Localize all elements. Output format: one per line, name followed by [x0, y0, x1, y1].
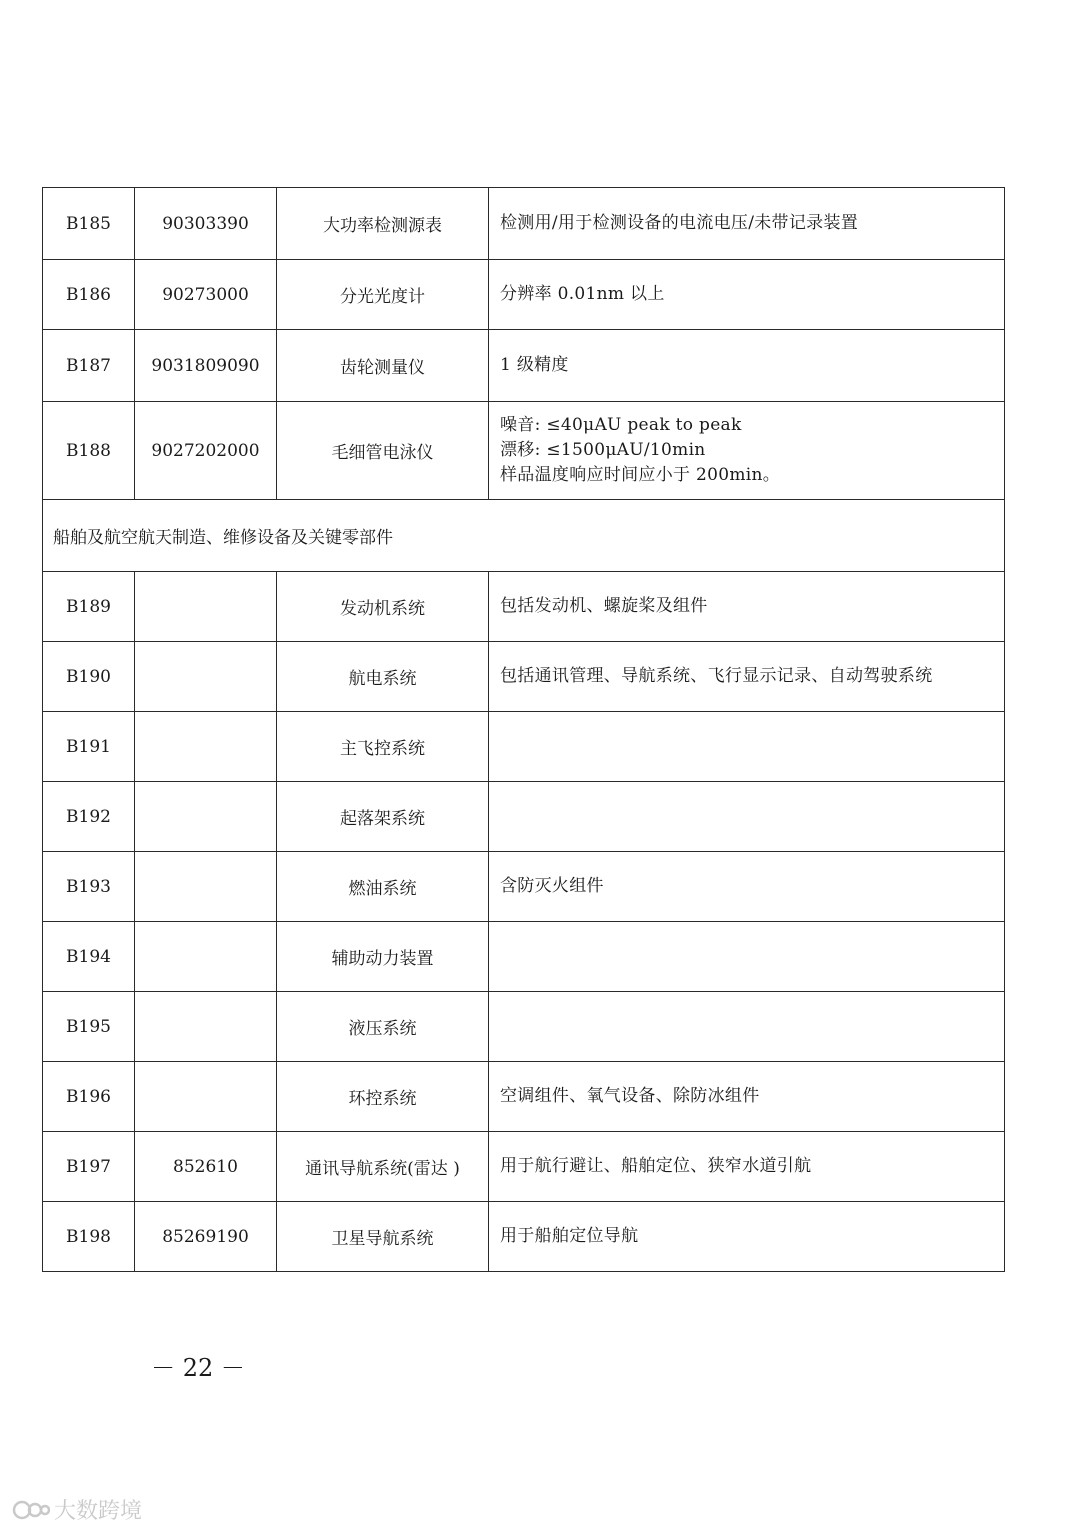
item-id: B193	[43, 852, 135, 922]
table-row	[43, 188, 1005, 260]
item-id: B188	[43, 402, 135, 500]
item-name: 主飞控系统	[277, 712, 489, 782]
table-row	[43, 572, 1005, 642]
watermark	[12, 1494, 142, 1525]
watermark-text: 大数跨境	[54, 1499, 143, 1524]
item-code	[135, 782, 277, 852]
item-id: B190	[43, 642, 135, 712]
item-code: 85269190	[135, 1202, 277, 1272]
item-code	[135, 852, 277, 922]
item-description	[489, 260, 1005, 330]
table-row	[43, 922, 1005, 992]
item-code: 852610	[135, 1132, 277, 1202]
item-name: 大功率检测源表	[277, 188, 489, 260]
item-description	[489, 642, 1005, 712]
item-code	[135, 992, 277, 1062]
description-line: 样品温度响应时间应小于 200min。	[500, 465, 781, 485]
item-name: 分光光度计	[277, 260, 489, 330]
item-id: B191	[43, 712, 135, 782]
description-line: 用于船舶定位导航	[500, 1226, 639, 1246]
item-code	[135, 1062, 277, 1132]
item-id: B197	[43, 1132, 135, 1202]
item-id: B194	[43, 922, 135, 992]
equipment-table	[42, 187, 1005, 1272]
item-code: 90303390	[135, 188, 277, 260]
item-name: 卫星导航系统	[277, 1202, 489, 1272]
description-line: 含防灭火组件	[500, 876, 604, 896]
item-description	[489, 1202, 1005, 1272]
item-description	[489, 852, 1005, 922]
description-line: 包括通讯管理、导航系统、飞行显示记录、自动驾驶系统	[500, 666, 933, 686]
item-code: 90273000	[135, 260, 277, 330]
item-description	[489, 712, 1005, 782]
table-row	[43, 642, 1005, 712]
description-line: 1 级精度	[500, 355, 569, 375]
item-id: B187	[43, 330, 135, 402]
table-row	[43, 1132, 1005, 1202]
table-row	[43, 402, 1005, 500]
section-row	[43, 500, 1005, 572]
item-name: 辅助动力装置	[277, 922, 489, 992]
item-code: 9031809090	[135, 330, 277, 402]
description-line: 分辨率 0.01nm 以上	[500, 284, 665, 304]
item-description	[489, 1062, 1005, 1132]
item-name: 通讯导航系统(雷达 )	[277, 1132, 489, 1202]
table-row	[43, 852, 1005, 922]
item-id: B198	[43, 1202, 135, 1272]
item-id: B186	[43, 260, 135, 330]
item-code: 9027202000	[135, 402, 277, 500]
item-code	[135, 922, 277, 992]
item-description	[489, 992, 1005, 1062]
item-description	[489, 402, 1005, 500]
item-name: 燃油系统	[277, 852, 489, 922]
description-line: 检测用/用于检测设备的电流电压/未带记录装置	[500, 213, 859, 233]
table-row	[43, 330, 1005, 402]
description-line: 包括发动机、螺旋桨及组件	[500, 596, 708, 616]
description-line: 用于航行避让、船舶定位、狭窄水道引航	[500, 1156, 812, 1176]
item-name: 起落架系统	[277, 782, 489, 852]
item-name: 航电系统	[277, 642, 489, 712]
table-row	[43, 712, 1005, 782]
item-description	[489, 330, 1005, 402]
item-name: 毛细管电泳仪	[277, 402, 489, 500]
item-code	[135, 572, 277, 642]
table-row	[43, 260, 1005, 330]
item-description	[489, 922, 1005, 992]
item-name: 齿轮测量仪	[277, 330, 489, 402]
table-row	[43, 782, 1005, 852]
item-name: 环控系统	[277, 1062, 489, 1132]
description-line: 空调组件、氧气设备、除防冰组件	[500, 1086, 760, 1106]
item-name: 液压系统	[277, 992, 489, 1062]
item-id: B192	[43, 782, 135, 852]
item-id: B195	[43, 992, 135, 1062]
item-code	[135, 642, 277, 712]
table-row	[43, 1062, 1005, 1132]
description-line: 漂移: ≤1500μAU/10min	[500, 440, 706, 460]
table-row	[43, 1202, 1005, 1272]
page-number: － 22 －	[151, 1354, 245, 1382]
description-line: 噪音: ≤40μAU peak to peak	[500, 415, 742, 435]
item-description	[489, 572, 1005, 642]
item-id: B189	[43, 572, 135, 642]
brand-logo-icon	[12, 1497, 50, 1523]
item-id: B185	[43, 188, 135, 260]
item-code	[135, 712, 277, 782]
item-description	[489, 782, 1005, 852]
item-description	[489, 1132, 1005, 1202]
item-description	[489, 188, 1005, 260]
table-row	[43, 992, 1005, 1062]
item-name: 发动机系统	[277, 572, 489, 642]
item-id: B196	[43, 1062, 135, 1132]
section-title: 船舶及航空航天制造、维修设备及关键零部件	[43, 500, 1005, 572]
